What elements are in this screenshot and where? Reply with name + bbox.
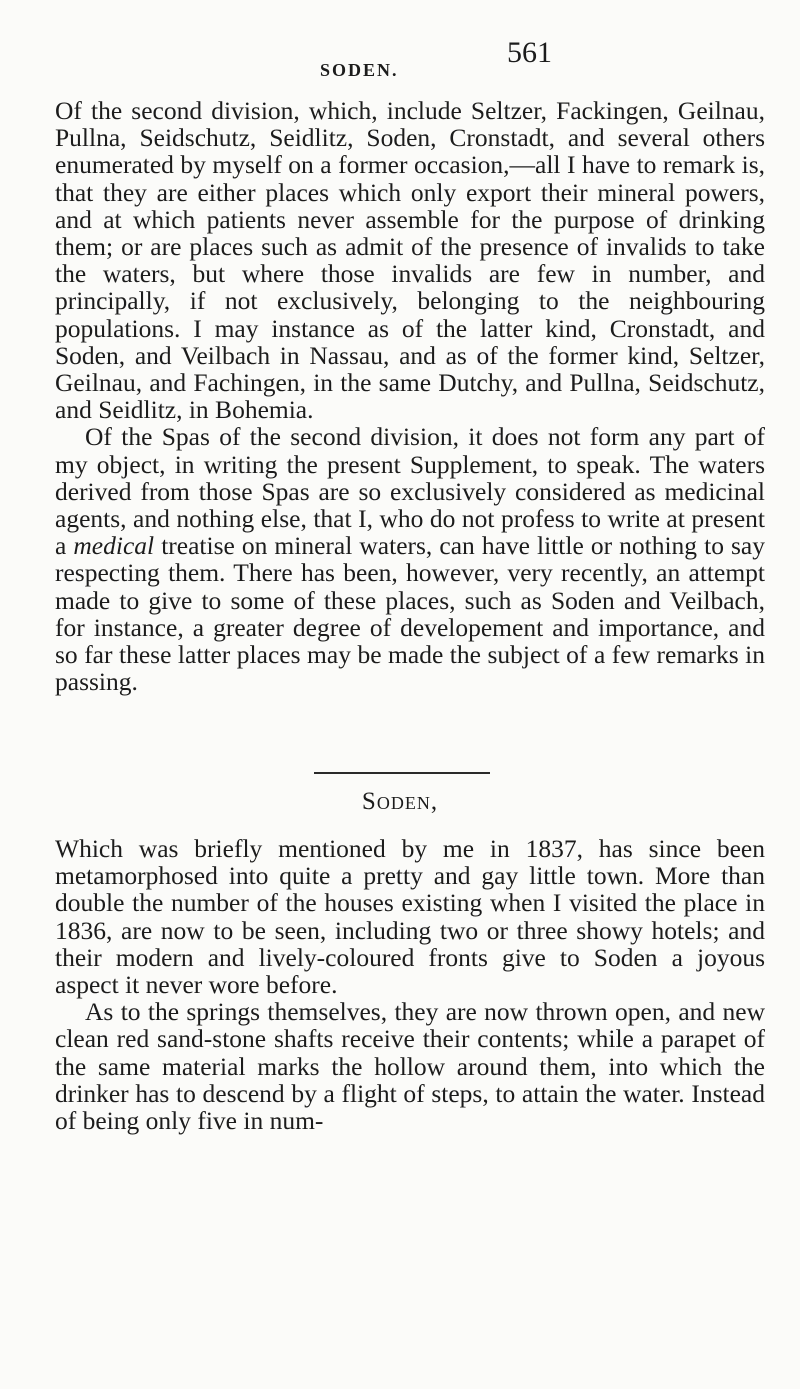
paragraph-text: Of the Spas of the second division, it does not form any part of my object, in writing the present Supplement, to speak. The waters derived from those Spas are so exclusively considered as medicinal agents, and nothing else, that I, who do not profess to write at present a (55, 422, 765, 561)
section-divider (314, 772, 490, 774)
paragraph-text: treatise on mineral waters, can have little or nothing to say respecting them. There has been, however, very recently, an attempt made to give to some of these places, such as Soden and Veilbach, for instance, a greater degree of developement and importance, and so far these latter places may be made the subject of a few remarks in passing. (55, 531, 765, 697)
paragraph (55, 423, 765, 695)
page-number: 561 (507, 36, 552, 69)
paragraph: Of the second division, which, include Seltzer, Fackingen, Geilnau, Pullna, Seidschutz, Seidlitz, Soden, Cronstadt, and several others enumerated by myself on a former occasion,—all I have to remark is, that they are either places which only export their mineral powers, and at which patients never assemble for the purpose of drinking them; or are places such as admit of the presence of invalids to take the waters, but where those invalids are few in number, and principally, if not exclusively, belonging to the neighbouring populations. I may instance as of the latter kind, Cronstadt, and Soden, and Veilbach in Nassau, and as of the former kind, Seltzer, Geilnau, and Fachingen, in the same Dutchy, and Pullna, Seidschutz, and Seidlitz, in Bohemia. (55, 96, 765, 425)
section-one-text (55, 97, 765, 695)
section-heading: Soden, (361, 788, 439, 815)
emphasis-text: medical (73, 531, 155, 561)
running-head: SODEN. (320, 60, 399, 80)
section-two-text (55, 835, 765, 1134)
paragraph: As to the springs themselves, they are now thrown open, and new clean red sand-stone shafts receive their contents; while a parapet of the same material marks the hollow around them, into which the drinker has to descend by a flight of steps, to attain the water. Instead of being only five in num- (55, 997, 765, 1136)
paragraph: Which was briefly mentioned by me in 1837, has since been metamorphosed into quite a pretty and gay little town. More than double the number of the houses existing when I visited the place in 1836, are now to be seen, including two or three showy hotels; and their modern and lively-coloured fronts give to Soden a joyous aspect it never wore before. (55, 834, 765, 1000)
